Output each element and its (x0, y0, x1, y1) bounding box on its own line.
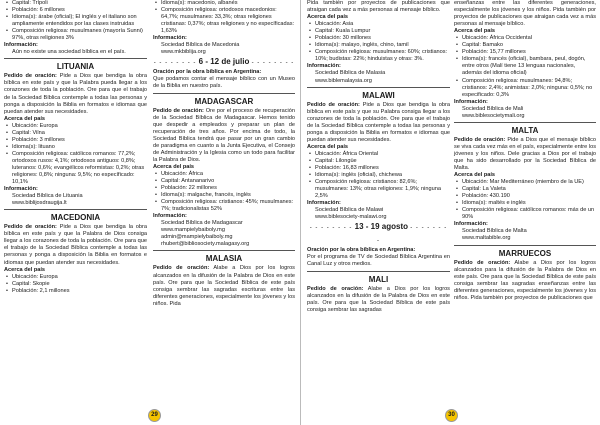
prayer-text: Pide a Dios que bendiga la obra bíblica en este país y que la Palabra pueda llegar a los corazones de toda la población. Ore para que el trabajo de la Sociedad Bíblica contemple a todas las personas y ponga a disposición la Biblia en formatos e idiomas que puedan atender sus necesidades. (4, 73, 147, 115)
prayer-label: Pedido de oración: (153, 107, 204, 114)
list-item: • Ubicación: Asia (315, 21, 450, 28)
country-title-malta: MALTA (511, 125, 539, 135)
about-label: Acerca del país (4, 266, 46, 273)
list-item: • Capital: Trípoli (12, 0, 147, 7)
divider (307, 87, 450, 88)
about-label: Acerca del país (153, 163, 195, 170)
list-item: • Ubicación: África (161, 171, 295, 178)
info-lines (307, 70, 450, 84)
about-label: Acerca del país (307, 143, 349, 150)
info-label: Información: (153, 35, 187, 42)
info-line: Sociedad Bíblica de Lituania (12, 193, 83, 200)
info-text: Aún no existe una sociedad bíblica en el país. (12, 49, 126, 56)
info-line: www.mkbiblija.org (161, 49, 206, 56)
prayer-text: Pide a Dios que el mensaje bíblico se viva cada vez más en el país, especialmente entre los jóvenes y los niños. Dele gracias a Dios por el trabajo que ha sido desarrollado por la Sociedad Bíblica de Malta. (454, 136, 596, 171)
page-number-right: 30 (445, 409, 458, 422)
prayer-request (4, 73, 147, 115)
argentina-label: Oración por la obra bíblica en Argentina: (153, 69, 262, 76)
prayer-label: Pedido de oración: (153, 265, 210, 272)
info-line: www.maltabible.org (462, 235, 511, 242)
prayer-text: Pide a Dios que bendiga la obra bíblica en este país y que la Palabra de Dios consiga llegar a los corazones de toda la población. Ore para que el trabajo de la Sociedad Bíblica contemple a todas las personas y ponga a disposición la Biblia en formatos e idiomas que puedan atender sus necesidades. (4, 224, 147, 266)
info-line: Sociedad Bíblica de Malawi (315, 207, 384, 214)
argentina-text: Por el programa de TV de Sociedad Bíblica Argentina en Canal Luz y otros medios. (307, 254, 450, 268)
prayer-request (454, 137, 596, 172)
prayer-request (153, 265, 295, 307)
divider (454, 245, 596, 246)
info-line: admin@mampielybaiboly.mg (161, 234, 233, 241)
about-label: Acerca del país (454, 28, 496, 35)
list-item: • Población: 3 millones (12, 137, 147, 144)
list-item: • Ubicación: África Oriental (315, 151, 450, 158)
info-label: Información: (307, 63, 341, 70)
about-label: Acerca del país (454, 172, 496, 179)
intro-text: enseñanzas entre las diferentes generaciones, especialmente los jóvenes y los niños. Pida también por proyectos de publicaciones que atraigan cada vez a más personas al mensaje bíblico. (454, 0, 596, 28)
column-3 (307, 0, 450, 314)
info-line: Sociedad Bíblica de Malasia (315, 70, 386, 77)
about-label: Acerca del país (4, 115, 46, 122)
info-label: Información: (454, 98, 488, 105)
prayer-request (153, 108, 295, 164)
list-item: • Ubicación: Mar Mediterráneo (miembro de la UE) (462, 179, 596, 186)
malta-bullets (454, 179, 596, 221)
info-line: Sociedad Bíblica de Madagascar (161, 220, 243, 227)
prayer-request (454, 260, 596, 302)
info-lines (454, 228, 596, 242)
list-item: • Idioma(s): lituano (12, 144, 147, 151)
list-item: • Composición religiosa: cristianos: 45%; musulmanes: 7%; tradicionalistas 52% (161, 199, 295, 213)
prayer-label: Pedido de oración: (307, 101, 360, 108)
divider (153, 93, 295, 94)
prayer-label: Pedido de oración: (454, 136, 506, 143)
info-line: www.biblemalaysia.org (315, 77, 372, 84)
list-item: • Composición religiosa: ortodoxos macedonios: 64,7%; musulmanes: 33,3%; otras religiones cristianas: 0,37%; otras religiones y no específicadas: 1,63% (161, 7, 295, 35)
list-item: • Composición religiosa: musulmanes: 94,8%; cristianos: 2,4%; animistas: 2,0%; ninguna: 0,5%; no especificado: 0,3% (462, 78, 596, 99)
macedonia-bullets (4, 274, 147, 295)
info-lines (454, 106, 596, 120)
list-item: • Composición religiosa: musulmanes (mayoría Sunni) 97%, otras religiones 3% (12, 28, 147, 42)
divider (153, 250, 295, 251)
list-item: • Composición religiosa: católicos romanos: más de un 90% (462, 207, 596, 221)
divider (4, 58, 147, 59)
about-label: Acerca del país (307, 14, 349, 21)
mali-bullets (454, 35, 596, 98)
prayer-request (307, 102, 450, 144)
prayer-request (4, 224, 147, 266)
malawi-bullets (307, 151, 450, 200)
list-item: • Población: 2,1 millones (12, 288, 147, 295)
divider (454, 122, 596, 123)
madagascar-bullets (153, 171, 295, 213)
prayer-label: Pedido de oración: (307, 285, 364, 292)
prayer-text: Alabe a Dios por los logros alcanzados en la difusión de la Palabra de Dios en este país. Ore para que la Sociedad Bíblica de este país consiga sembrar las sagradas escrituras entre las diferentes generaciones, especialmente los jóvenes y los niños. Pida (153, 265, 295, 307)
list-item: • Capital: Vilna (12, 130, 147, 137)
list-item: • Capital: Lilongüe (315, 158, 450, 165)
info-label: Información: (153, 213, 187, 220)
prayer-text: Alabe a Dios por los logros alcanzados en la difusión de la Palabra de Dios en este país. Ore para que la Sociedad Bíblica de este país consiga sembrar las sagradas (307, 285, 450, 313)
list-item: • Composición religiosa: católicos romanos: 77,2%; ortodoxos rusos: 4,1%; ortodoxos antiguos: 0,8%; luteranos: 0,6%; evangélicos reformistas: 0,2%; otras religiones: 0,8%; ninguna: 9,5%; no específicado: 10,1% (12, 151, 147, 186)
date-heading: - - - - - - - - 6 - 12 de julio - - - - - - - - (153, 57, 295, 67)
list-item: • Idioma(s): macedonio, albanés (161, 0, 295, 7)
list-item: • Idioma(s): malgache, francés, inglés (161, 192, 295, 199)
country-title-malasia: MALASIA (205, 254, 243, 264)
malasia-bullets (307, 21, 450, 63)
info-lines (307, 207, 450, 221)
list-item: • Idioma(s): francés (oficial), bambara, peul, dogón, entre otros (Malí tiene 13 lenguas nacionales, además del idioma oficial) (462, 56, 596, 77)
argentina-text: Que podamos contar el mensaje bíblico con un Museo de la Biblia en nuestro país. (153, 76, 295, 90)
list-item: • Población: 22 millones (161, 185, 295, 192)
list-item: • Idioma(s): malayo, inglés, chino, tamil (315, 42, 450, 49)
info-lines (153, 42, 295, 56)
list-item: • Población: 30 millones (315, 35, 450, 42)
info-label: Información: (4, 42, 38, 49)
list-item: • Población: 430.190 (462, 193, 596, 200)
list-item: • Población: 6 millones (12, 7, 147, 14)
country-title-mali: MALI (368, 274, 389, 284)
list-item: • Ubicación: Europa (12, 123, 147, 130)
info-line: www.biblesocietymali.org (462, 112, 525, 119)
page-fold (300, 0, 301, 425)
info-line: Sociedad Bíblica de Mali (462, 105, 524, 112)
list-item: • Ubicación: Europa (12, 274, 147, 281)
info-label: Información: (454, 221, 488, 228)
info-line: www.mampielybaiboly.mg (161, 227, 225, 234)
info-lines (153, 220, 295, 248)
list-item: • Idioma(s): árabe (oficial); El inglés y el italiano son ampliamente entendidos por las clases instruidas (12, 14, 147, 28)
list-item: • Capital: Skopie (12, 281, 147, 288)
prayer-label: Pedido de oración: (4, 73, 57, 80)
date-heading: - - - - - - - - 13 - 19 agosto - - - - - - - - (309, 222, 448, 245)
info-lines (4, 193, 147, 207)
list-item: • Población: 15,77 millones (462, 49, 596, 56)
column-2 (153, 0, 295, 308)
list-item: • Capital: Bamako (462, 42, 596, 49)
prayer-label: Pedido de oración: (4, 224, 57, 231)
libya-bullets (4, 0, 147, 42)
prayer-text: Pide a Dios que bendiga la obra bíblica en este país y que su Palabra consiga llegar a los corazones de toda la población. Ore para que el trabajo de la Sociedad Bíblica contemple a todas las personas y ponga a disposición la Biblia en formatos e idiomas que puedan atender sus necesidades. (307, 101, 450, 143)
info-label: Información: (4, 186, 38, 193)
list-item: • Composición religiosa: cristianos: 82,6%; musulmanes: 13%; otras religiones: 1,9%; ninguna 2,5% (315, 179, 450, 200)
prayer-text: Alabe a Dios por los logros alcanzados para la difusión de la Palabra de Dios en este país. Ore para que la Sociedad Bíblica de este país consiga sembrar las sagradas enseñanzas entre las diferentes generaciones, especialmente los jóvenes y los niños. Pida también por proyectos de publicaciones que (454, 259, 596, 301)
country-title-malawi: MALAWI (362, 90, 395, 100)
info-line: Sociedad Bíblica de Malta (462, 228, 527, 235)
list-item: • Capital: La Valeta (462, 186, 596, 193)
divider (307, 271, 450, 272)
intro-text: Pida también por proyectos de publicaciones que atraigan cada vez a más personas al mensaje bíblico. (307, 0, 450, 14)
column-1 (4, 0, 147, 295)
list-item: • Población: 16,83 millones (315, 165, 450, 172)
list-item: • Composición religiosa: musulmanes: 60%; cristianos: 10%; budistas: 22%; hinduistas y otras: 3%. (315, 49, 450, 63)
column-4 (454, 0, 596, 302)
info-line: www.biblijosdraugija.lt (12, 200, 67, 207)
country-title-madagascar: MADAGASCAR (194, 96, 254, 106)
list-item: • Idioma(s): inglés (oficial), chichewa (315, 172, 450, 179)
list-item: • Capital: Antananarivo (161, 178, 295, 185)
divider (4, 209, 147, 210)
info-label: Información: (307, 200, 341, 207)
lituania-bullets (4, 123, 147, 186)
argentina-label: Oración por la obra bíblica en Argentina: (307, 247, 416, 254)
info-line: rhubert@bibliosociety.malagasy.org (161, 241, 250, 248)
list-item: • Capital: Kuala Lumpur (315, 28, 450, 35)
info-line: www.biblesociety-malawi.org (315, 214, 387, 221)
info-line: Sociedad Bíblica de Macedonia (161, 42, 240, 49)
country-title-marruecos: MARRUECOS (498, 248, 552, 258)
country-title-macedonia: MACEDONIA (50, 213, 101, 223)
prayer-request (307, 286, 450, 314)
page-number-left: 29 (148, 409, 161, 422)
list-item: • Idioma(s): maltés e inglés (462, 200, 596, 207)
prayer-label: Pedido de oración: (454, 259, 511, 266)
country-title-lituania: LITUANIA (56, 62, 95, 72)
prayer-text: Ore por el proceso de recuperación de la Sociedad Bíblica de Madagascar. Hemos tenido que despedir a empleados y preparar un plan de recuperación de tres años. Por encima de todo, la Sociedad Bíblica tendrá que pasar por un gran cambio de paradigma en cuanto a la Junta Ejecutiva, el Consejo de Administración y la Iglesia como un todo para facilitar la Palabra de Dios. (153, 107, 295, 163)
macedonia-bullets-cont (153, 0, 295, 35)
list-item: • Ubicación: África Occidental (462, 35, 596, 42)
